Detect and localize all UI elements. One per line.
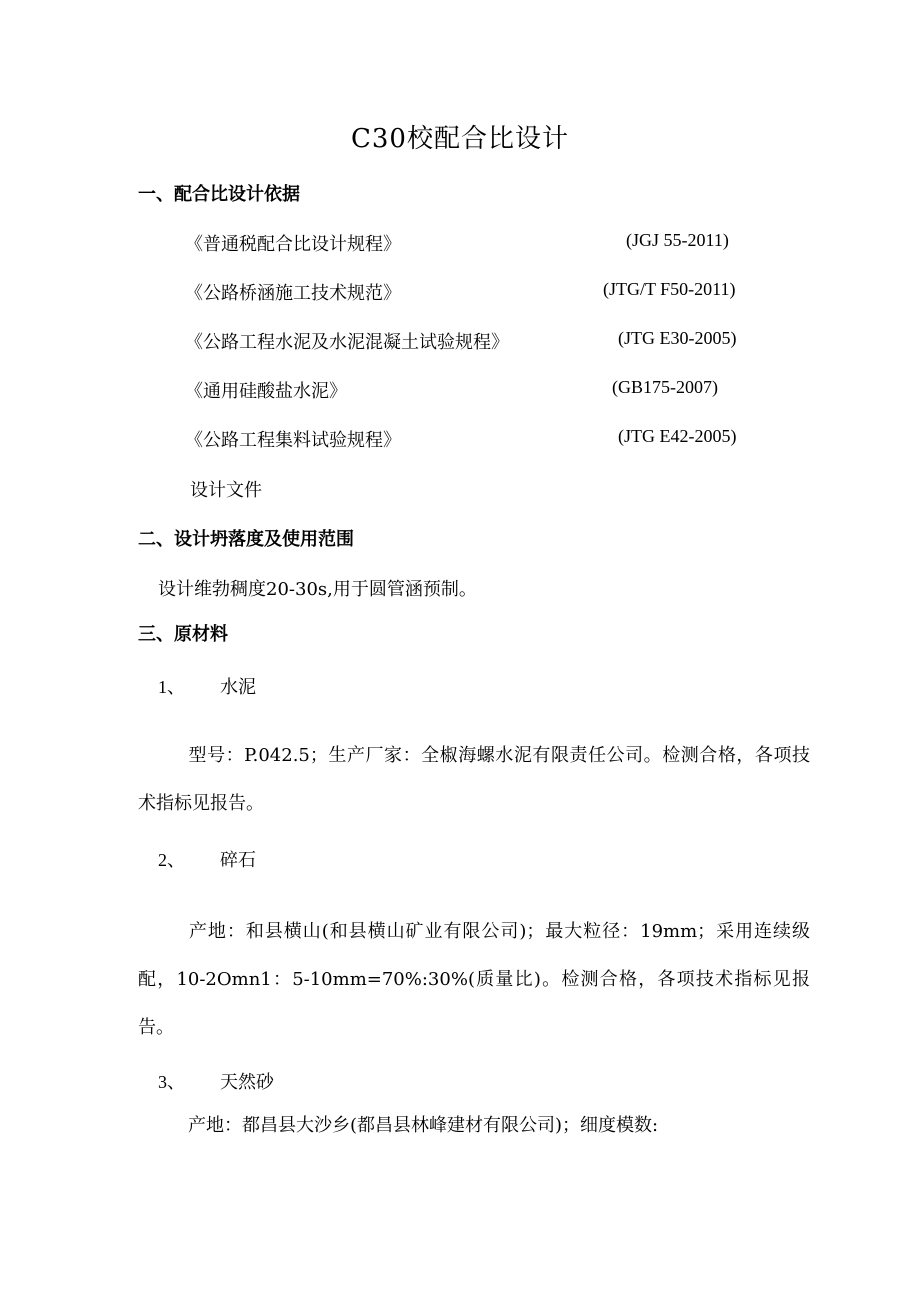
reference-name: 《普通税配合比设计规程》	[185, 234, 401, 255]
section-heading-basis: 一、配合比设计依据	[138, 184, 300, 205]
section-heading-materials: 三、原材料	[138, 624, 228, 645]
material-description-cement: 型号：P.042.5；生产厂家：全椒海螺水泥有限责任公司。检测合格，各项技术指标见报告。	[138, 745, 810, 814]
section-heading-slump: 二、设计坍落度及使用范围	[138, 529, 354, 550]
material-number: 1、	[158, 677, 185, 697]
reference-code: (GB175-2007)	[612, 377, 718, 397]
reference-name: 《公路工程水泥及水泥混凝土试验规程》	[185, 332, 509, 353]
page-title: C30校配合比设计	[351, 124, 569, 154]
material-number: 2、	[158, 850, 185, 870]
material-label-gravel: 碎石	[220, 850, 256, 871]
reference-name: 《公路桥涵施工技术规范》	[185, 283, 401, 304]
reference-code: (JTG E42-2005)	[618, 426, 737, 446]
reference-name: 《通用硅酸盐水泥》	[185, 381, 347, 402]
material-description-sand: 产地：都昌县大沙乡(都昌县林峰建材有限公司)；细度模数:	[188, 1115, 659, 1136]
material-number: 3、	[158, 1072, 185, 1092]
reference-code: (JGJ 55-2011)	[626, 230, 729, 250]
material-label-sand: 天然砂	[220, 1072, 274, 1093]
reference-code: (JTG E30-2005)	[618, 328, 737, 348]
slump-description: 设计维勃稠度20-30s,用于圆管涵预制。	[158, 579, 477, 600]
design-document-note: 设计文件	[190, 480, 262, 501]
material-description-gravel: 产地：和县横山(和县横山矿业有限公司)；最大粒径：19mm；采用连续级配，10-2Omn1：5-10mm=70%:30%(质量比)。检测合格，各项技术指标见报告。	[138, 921, 810, 1038]
reference-code: (JTG/T F50-2011)	[603, 279, 736, 299]
reference-name: 《公路工程集料试验规程》	[185, 430, 401, 451]
material-label-cement: 水泥	[220, 677, 256, 698]
